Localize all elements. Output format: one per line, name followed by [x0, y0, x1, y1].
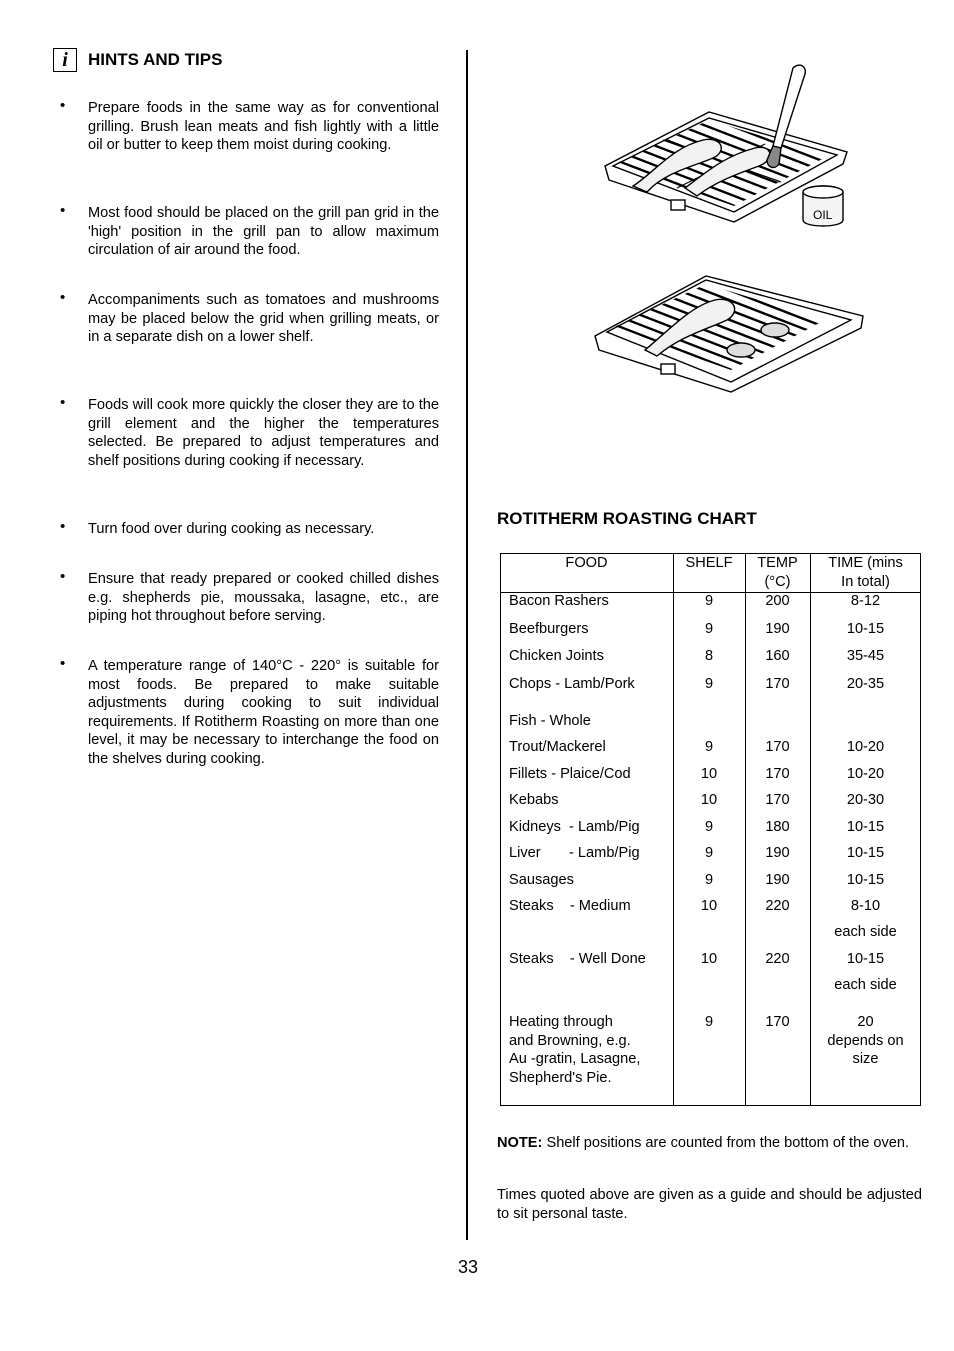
tip-2: Most food should be placed on the grill pan grid in the 'high' position in the grill pan to allow maximum circulation of air around the food.	[88, 205, 439, 258]
cell-shelf: 8	[704, 648, 714, 664]
cell-time: 10-15	[846, 819, 885, 835]
cell-time: 20	[857, 1014, 874, 1030]
cell-time: 20-35	[846, 676, 885, 692]
header-temp: TEMP	[757, 555, 798, 571]
cell-time: 10-15	[846, 845, 885, 861]
cell-food: Steaks - Well Done	[509, 951, 646, 967]
bullet-icon: •	[60, 394, 66, 411]
cell-temp: 170	[765, 739, 790, 755]
cell-temp: 190	[765, 872, 790, 888]
hints-title: HINTS AND TIPS	[88, 50, 223, 69]
cell-food: Chicken Joints	[509, 648, 604, 664]
cell-shelf: 9	[704, 621, 714, 637]
cell-food: Sausages	[509, 872, 574, 888]
cell-food: and Browning, e.g.	[509, 1032, 631, 1049]
cell-temp: 170	[765, 676, 790, 692]
cell-time: 8-12	[850, 593, 881, 609]
cell-time: 10-15	[846, 621, 885, 637]
bullet-icon: •	[60, 655, 66, 672]
cell-food: Au -gratin, Lasagne,	[509, 1051, 641, 1067]
cell-shelf: 9	[704, 819, 714, 835]
cell-temp: 190	[765, 845, 790, 861]
cell-food: Steaks - Medium	[509, 898, 631, 914]
bullet-icon: •	[60, 518, 66, 535]
grill-pan-top	[595, 65, 847, 226]
cell-shelf: 10	[700, 898, 718, 914]
cell-food: Beefburgers	[509, 621, 589, 637]
grill-pan-bottom	[592, 256, 863, 392]
cell-shelf: 9	[704, 845, 714, 861]
times-note: Times quoted above are given as a guide and should be adjusted to sit personal taste.	[497, 1187, 922, 1222]
header-shelf: SHELF	[685, 555, 733, 571]
cell-temp: 220	[765, 951, 790, 967]
header-time: TIME (mins	[828, 555, 903, 571]
cell-food: Fish - Whole	[509, 713, 591, 729]
cell-time: depends on	[827, 1032, 904, 1049]
oil-label: OIL	[813, 208, 833, 222]
page-number: 33	[458, 1257, 479, 1277]
cell-time: 20-30	[846, 792, 885, 808]
cell-temp: 170	[765, 766, 790, 782]
cell-temp: 190	[765, 621, 790, 637]
cell-temp: 180	[765, 819, 790, 835]
note-label: NOTE:	[497, 1135, 543, 1151]
tip-1: Prepare foods in the same way as for conventional grilling. Brush lean meats and fish lightly with a little oil or butter to keep them moist during cooking.	[88, 100, 439, 153]
cell-time: 10-15	[846, 951, 885, 967]
cell-food: Kebabs	[509, 792, 559, 808]
header-time-unit: In total)	[841, 574, 890, 590]
grill-pan-illustration	[585, 60, 875, 400]
cell-food: Bacon Rashers	[509, 593, 609, 609]
tip-5: Turn food over during cooking as necessary.	[88, 521, 375, 537]
cell-shelf: 9	[704, 1014, 714, 1030]
cell-food: Liver - Lamb/Pig	[509, 845, 640, 861]
cell-food: Trout/Mackerel	[509, 739, 606, 755]
note-paragraph	[497, 1134, 922, 1153]
cell-temp: 170	[765, 1014, 790, 1030]
cell-time-note: each side	[834, 977, 897, 993]
cell-shelf: 10	[700, 951, 718, 967]
cell-time: 10-20	[846, 739, 885, 755]
cell-time: 10-15	[846, 872, 885, 888]
cell-time: 35-45	[846, 648, 885, 664]
cell-food: Heating through	[509, 1014, 613, 1030]
tip-6: Ensure that ready prepared or cooked chilled dishes e.g. shepherds pie, moussaka, lasagne, etc., are piping hot throughout before serving.	[88, 571, 439, 624]
bullet-icon: •	[60, 289, 66, 306]
tip-4: Foods will cook more quickly the closer they are to the grill element and the higher the temperatures selected. Be prepared to adjust temperatures and shelf positions during cooking if necessary.	[88, 397, 439, 469]
cell-shelf: 9	[704, 676, 714, 692]
cell-temp: 220	[765, 898, 790, 914]
header-food: FOOD	[565, 555, 608, 571]
column-divider	[466, 50, 468, 1240]
cell-shelf: 9	[704, 739, 714, 755]
cell-shelf: 10	[700, 792, 718, 808]
note-text: Shelf positions are counted from the bottom of the oven.	[542, 1135, 910, 1151]
chart-title: ROTITHERM ROASTING CHART	[497, 509, 757, 528]
cell-time: size	[852, 1051, 879, 1067]
cell-shelf: 10	[700, 766, 718, 782]
cell-temp: 160	[765, 648, 790, 664]
header-temp-unit: (°C)	[764, 574, 791, 590]
cell-shelf: 9	[704, 872, 714, 888]
bullet-icon: •	[60, 202, 66, 219]
cell-food: Fillets - Plaice/Cod	[509, 766, 631, 782]
bullet-icon: •	[60, 97, 66, 114]
cell-temp: 200	[765, 593, 790, 609]
cell-time: 10-20	[846, 766, 885, 782]
tip-3: Accompaniments such as tomatoes and mushrooms may be placed below the grid when grilling meats, or in a separate dish on a lower shelf.	[88, 292, 439, 345]
tip-7: A temperature range of 140°C - 220° is suitable for most foods. Be prepared to make suitable adjustments during cooking to suit individual requirements. If Rotitherm Roasting on more than one level, it may be necessary to interchange the food on the shelves during cooking.	[88, 658, 439, 767]
info-icon: i	[53, 48, 77, 72]
cell-food: Chops - Lamb/Pork	[509, 676, 635, 692]
bullet-icon: •	[60, 568, 66, 585]
cell-shelf: 9	[704, 593, 714, 609]
cell-time-note: each side	[834, 924, 897, 940]
cell-temp: 170	[765, 792, 790, 808]
cell-food: Shepherd's Pie.	[509, 1069, 612, 1086]
cell-time: 8-10	[850, 898, 881, 914]
cell-food: Kidneys - Lamb/Pig	[509, 819, 640, 835]
